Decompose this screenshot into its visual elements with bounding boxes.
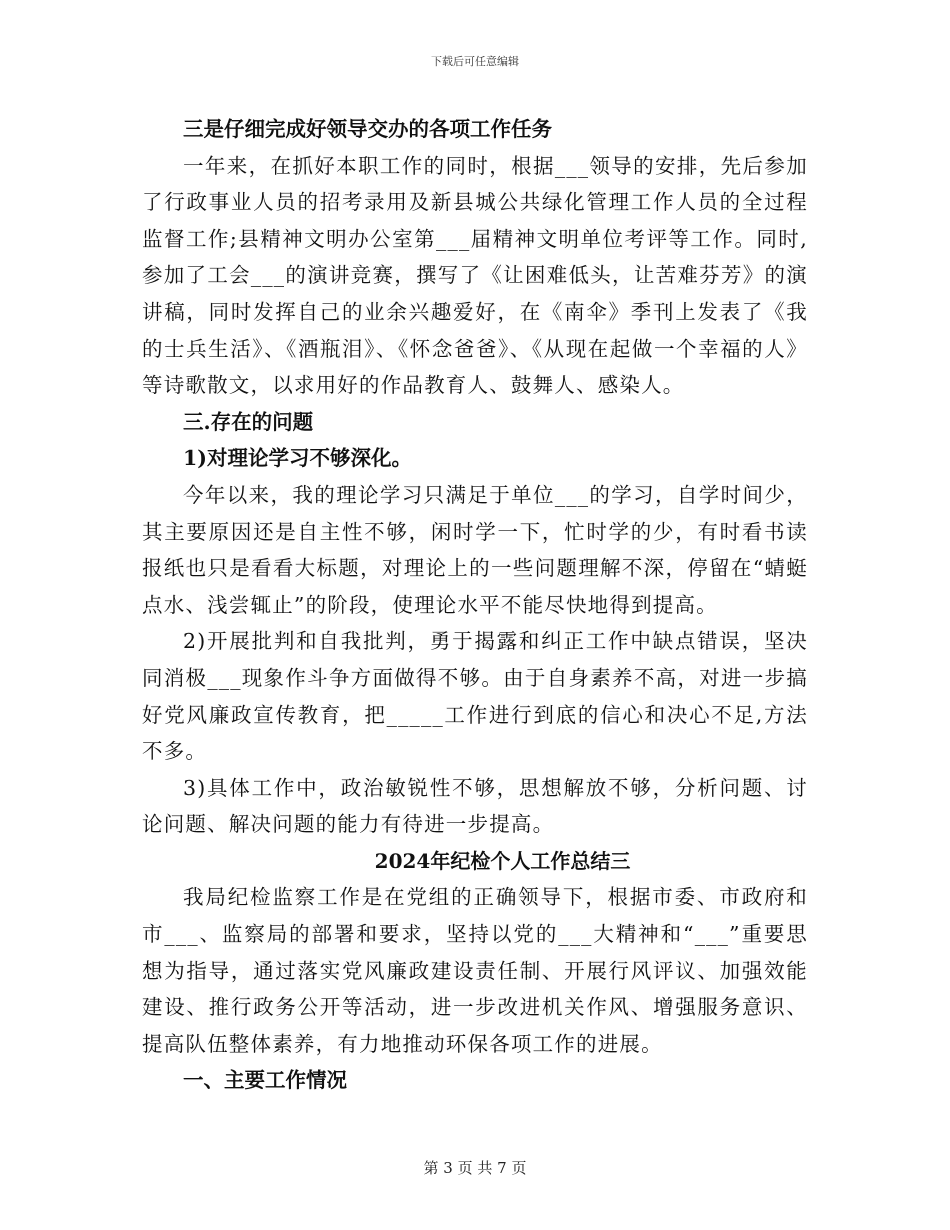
- section-heading: 三.存在的问题: [183, 409, 314, 434]
- paragraph: 2)开展批判和自我批判，勇于揭露和纠正工作中缺点错误，坚决同消极___现象作斗争方面做得不够。由于自身素养不高，对进一步搞好党风廉政宣传教育，把_____工作进行到底的信心和决心不足,方法不多。: [142, 629, 808, 764]
- paragraph: 我局纪检监察工作是在党组的正确领导下，根据市委、市政府和市___、监察局的部署和要求，坚持以党的___大精神和“___”重要思想为指导，通过落实党风廉政建设责任制、开展行风评议、加强效能建设、推行政务公开等活动，进一步改进机关作风、增强服务意识、提高队伍整体素养，有力地推动环保各项工作的进展。: [142, 885, 808, 1056]
- page-header: 下载后可任意编辑: [431, 55, 519, 68]
- paragraph: 今年以来，我的理论学习只满足于单位___的学习，自学时间少，其主要原因还是自主性不够，闲时学一下，忙时学的少，有时看书读报纸也只是看看大标题，对理论上的一些问题理解不深，停留在“蜻蜓点水、浅尝辄止”的阶段，使理论水平不能尽快地得到提高。: [142, 482, 808, 617]
- document-body: [142, 111, 808, 1099]
- subsection-heading: 1)对理论学习不够深化。: [183, 446, 412, 471]
- paragraph: 3)具体工作中，政治敏锐性不够，思想解放不够，分析问题、讨论问题、解决问题的能力有待进一步提高。: [142, 775, 808, 837]
- document-title: 2024年纪检个人工作总结三: [374, 848, 631, 873]
- section-heading: 一、主要工作情况: [183, 1068, 347, 1093]
- section-heading: 三是仔细完成好领导交办的各项工作任务: [183, 117, 552, 141]
- paragraph: 一年来，在抓好本职工作的同时，根据___领导的安排，先后参加了行政事业人员的招考录用及新县城公共绿化管理工作人员的全过程监督工作;县精神文明办公室第___届精神文明单位考评等工作。同时,参加了工会___的演讲竞赛，撰写了《让困难低头，让苦难芬芳》的演讲稿，同时发挥自己的业余兴趣爱好，在《南伞》季刊上发表了《我的士兵生活》、《酒瓶泪》、《怀念爸爸》、《从现在起做一个幸福的人》等诗歌散文，以求用好的作品教育人、鼓舞人、感染人。: [142, 153, 808, 398]
- page-number: 第 3 页 共 7 页: [423, 1159, 527, 1177]
